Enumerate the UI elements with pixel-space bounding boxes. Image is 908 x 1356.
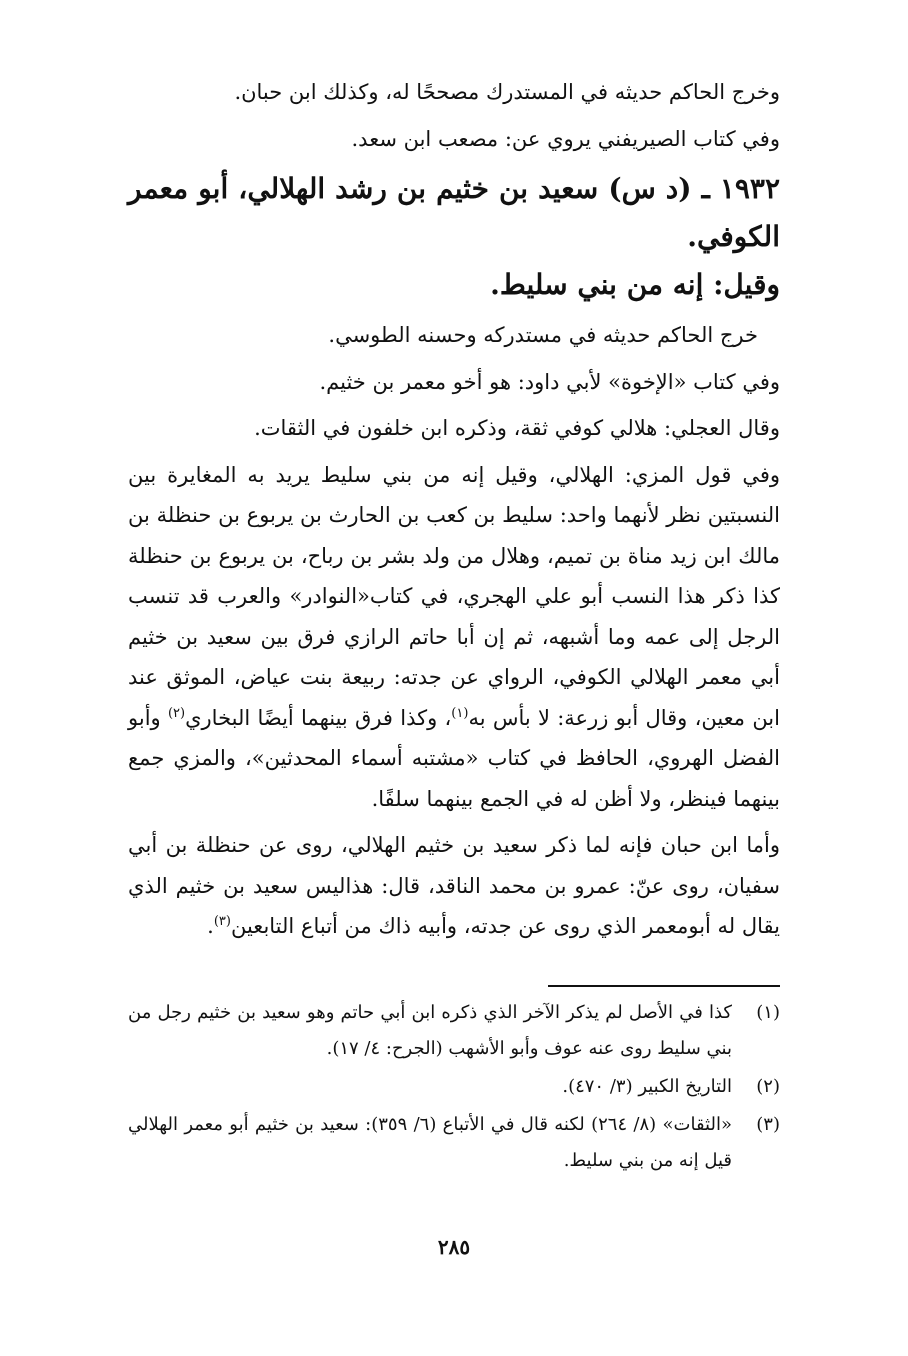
paragraph-mizzi-discussion [128,455,780,820]
footnote-2-text: التاريخ الكبير (٣/ ٤٧٠). [562,1075,732,1097]
footnote-2 [128,1069,780,1105]
entry-heading-line1: ١٩٣٢ ـ (د س) سعيد بن خثيم بن رشد الهلالي، أبو معمر الكوفي. [128,172,780,253]
footnote-ref-1: (١) [451,705,469,721]
paragraph-hakim-tusi: خرج الحاكم حديثه في مستدركه وحسنه الطوسي. [328,323,758,347]
ibn-hibban-text: وأما ابن حبان فإنه لما ذكر سعيد بن خثيم الهلالي، روى عن حنظلة بن أبي سفيان، روى عنّ: عمرو بن محمد الناقد، قال: هذاليس سعيد بن خثيم الذي يقال له أبومعمر الذي روى عن جدته، وأبيه ذاك من أتباع التابعين [128,833,780,938]
footnote-2-number: (٢) [756,1075,780,1097]
page-number: ٢٨٥ [437,1235,471,1259]
footnote-divider [548,985,780,987]
mizzi-text-part2: ، وكذا فرق بينهما أيضًا البخاري [185,705,452,730]
footnote-ref-2: (٢) [167,705,186,721]
footnote-3-number: (٣) [756,1113,780,1135]
paragraph-ibn-hibban [128,825,780,947]
paragraph-hakim-ibn-hibban: وخرج الحاكم حديثه في المستدرك مصححًا له، وكذلك ابن حبان. [234,80,780,104]
paragraph-sayrafini: وفي كتاب الصيريفني يروي عن: مصعب ابن سعد. [351,126,780,151]
footnote-3 [128,1107,780,1179]
paragraph-ijli: وقال العجلي: هلالي كوفي ثقة، وذكره ابن خلفون في الثقات. [254,416,780,440]
mizzi-text-part1: وفي قول المزي: الهلالي، وقيل إنه من بني سليط يريد به المغايرة بين النسبتين نظر لأنهما واحد: سليط بن كعب بن الحارث بن يربوع بن حنظلة بن مالك ابن زيد مناة بن تميم، وهلال من ولد بشر بن رباح، بن يربوع بن حنظلة كذا ذكر هذا النسب أبو علي الهجري، في كتاب«النوادر» والعرب قد تنسب الرجل إلى عمه وما أشبهه، ثم إن أبا حاتم الرازي فرق بين سعيد بن خثيم أبي معمر الهلالي الكوفي، الرواي عن جدته: ربيعة بنت عياض، الموثق عند ابن معين، وقال أبو زرعة: لا بأس به [128,462,780,730]
footnote-3-text: «الثقات» (٨/ ٢٦٤) لكنه قال في الأتباع (٦/ ٣٥٩): سعيد بن خثيم أبو معمر الهلالي قيل إنه من بني سليط. [128,1113,732,1171]
entry-heading-line2: وقيل: إنه من بني سليط. [490,268,780,301]
mizzi-text-part3: وأبو الفضل الهروي، الحافظ في كتاب «مشتبه أسماء المحدثين»، والمزي جمع بينهما فينظر، ولا أظن له في الجمع بينهما سلفًا. [128,705,780,811]
footnote-1-number: (١) [756,1001,780,1023]
footnote-1-text: كذا في الأصل لم يذكر الآخر الذي ذكره ابن أبي حاتم وهو سعيد بن خثيم رجل من بني سليط روى عنه عوف وأبو الأشهب (الجرح: ٤/ ١٧). [128,1001,732,1059]
footnote-ref-3: (٣) [213,914,231,929]
ibn-hibban-end: . [207,914,214,938]
entry-heading [128,165,780,309]
footnote-1 [128,995,780,1067]
paragraph-ikhwa: وفي كتاب «الإخوة» لأبي داود: هو أخو معمر بن خثيم. [319,369,780,394]
